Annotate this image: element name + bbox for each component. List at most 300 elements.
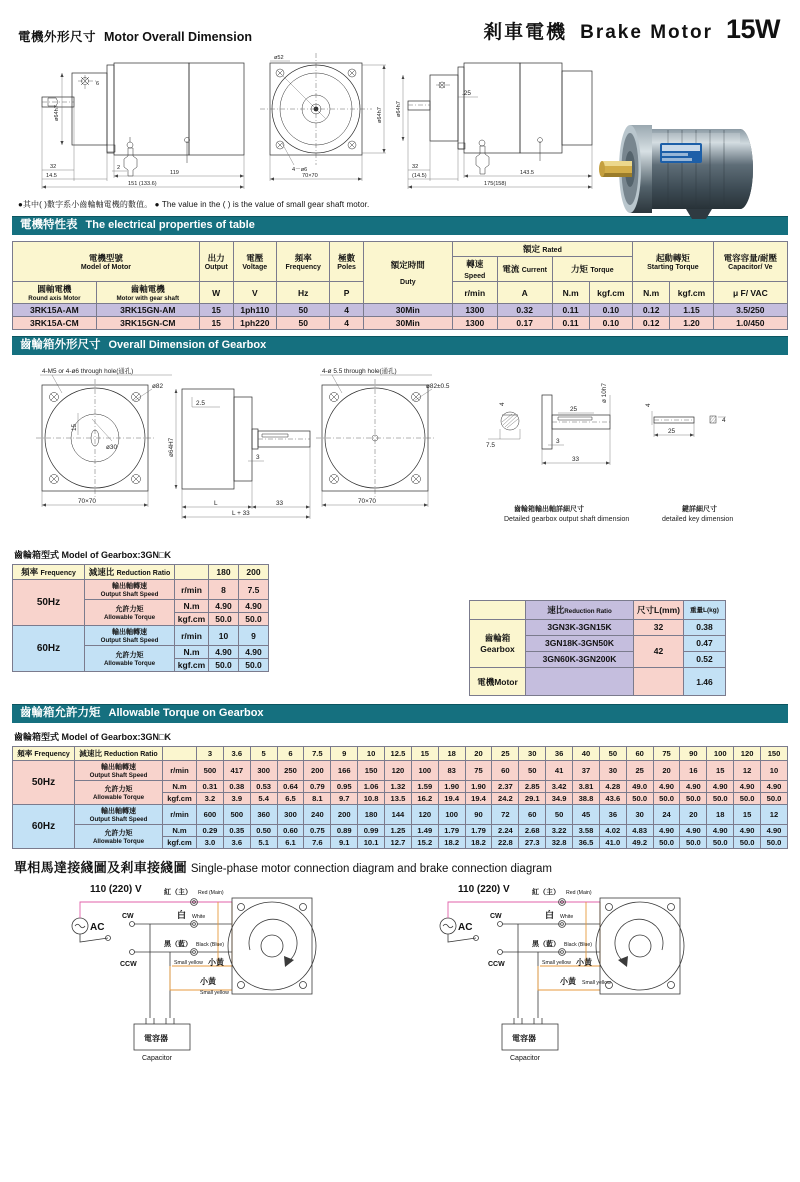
svg-text:2: 2 bbox=[117, 165, 121, 171]
white-label-en: White bbox=[560, 914, 574, 920]
table-row: 允許力矩 Allowable Torque N.m 4.90 4.90 bbox=[13, 646, 269, 659]
gearbox-model-cn: 齒輪箱型式 bbox=[14, 550, 60, 560]
cell-torque-nm: 4.90 bbox=[707, 825, 734, 837]
cell-torque-nm: 0.95 bbox=[331, 781, 358, 793]
cell-torque-kgf: 3.9 bbox=[223, 793, 250, 805]
label-output-speed: 輸出軸轉速 Output Shaft Speed bbox=[75, 805, 163, 825]
cell-torque-kgf: 50.0 bbox=[734, 793, 761, 805]
motor-product-photo bbox=[590, 103, 780, 253]
freq-50hz: 50Hz bbox=[13, 580, 85, 626]
cell-torque-kgf: 19.4 bbox=[465, 793, 492, 805]
cell-speed: 30 bbox=[599, 761, 626, 781]
cell-torque-nm: 4.90 bbox=[707, 781, 734, 793]
label-allowable-torque: 允許力矩 Allowable Torque bbox=[85, 600, 175, 626]
cell-torque-nm: 4.90 bbox=[734, 781, 761, 793]
ratio-col-3: 3 bbox=[197, 747, 224, 761]
wiring-title-cn: 單相馬達接綫圖及剎車接綫圖 bbox=[14, 860, 187, 875]
header-reduction-ratio: 速比Reduction Ratio bbox=[526, 601, 634, 620]
table-header-row bbox=[13, 565, 269, 580]
allowable-torque-table bbox=[12, 746, 788, 849]
header-poles: 極數 Poles bbox=[330, 242, 363, 282]
terminal-red-cw bbox=[164, 887, 224, 905]
ratio-col-12.5: 12.5 bbox=[385, 747, 412, 761]
product-title-en: Brake Motor bbox=[580, 22, 713, 43]
caption-key-en: detailed key dimension bbox=[662, 516, 734, 523]
svg-text:33: 33 bbox=[276, 500, 284, 507]
dim-o30: ø30 bbox=[106, 444, 118, 451]
gearbox-drawing-svg bbox=[12, 361, 788, 541]
cell-torque-kgf: 6.1 bbox=[277, 837, 304, 849]
header-frequency: 頻率 Frequency bbox=[13, 565, 85, 580]
cell-speed: 41 bbox=[546, 761, 573, 781]
cell-speed: 100 bbox=[438, 805, 465, 825]
black-label-cn: 黑（藍） bbox=[164, 941, 192, 948]
svg-text:143.5: 143.5 bbox=[520, 170, 534, 176]
black-label-cn: 黑（藍） bbox=[532, 941, 560, 948]
freq-50hz: 50Hz bbox=[13, 761, 75, 805]
cell-torque-kgf: 38.8 bbox=[573, 793, 600, 805]
svg-text:32: 32 bbox=[412, 164, 419, 170]
wiring-title-en: Single-phase motor connection diagram and brake connection diagram bbox=[190, 863, 553, 875]
label-output-speed: 輸出軸轉速 Output Shaft Speed bbox=[75, 761, 163, 781]
ratio-col-6: 6 bbox=[277, 747, 304, 761]
cell-torque-kgf: 29.1 bbox=[519, 793, 546, 805]
gearbox-model-en: Model of Gearbox:3GN□K bbox=[61, 550, 171, 560]
cell-speed: 12 bbox=[734, 761, 761, 781]
cell-speed: 50 bbox=[546, 805, 573, 825]
ratio-col-50: 50 bbox=[599, 747, 626, 761]
cell-torque-kgf: 6.5 bbox=[277, 793, 304, 805]
header-torque: 力矩 Torque bbox=[552, 257, 633, 282]
cell-speed: 25 bbox=[626, 761, 653, 781]
cell-torque-nm: 4.90 bbox=[680, 825, 707, 837]
section-bar-electrical-cn: 電機特性表 bbox=[20, 219, 78, 231]
svg-text:ø64h7: ø64h7 bbox=[54, 105, 60, 121]
cell-torque-nm: 0.75 bbox=[304, 825, 331, 837]
ratio-col-36: 36 bbox=[546, 747, 573, 761]
cell-torque-kgf: 43.6 bbox=[599, 793, 626, 805]
unit-nm: N.m bbox=[163, 825, 197, 837]
cell-speed: 83 bbox=[438, 761, 465, 781]
header-current: 電流 Current bbox=[497, 257, 552, 282]
terminal-white-cw bbox=[177, 909, 232, 927]
small-yellow-cn-1: 小黃 bbox=[576, 958, 592, 967]
svg-text:70×70: 70×70 bbox=[78, 498, 96, 505]
cell-torque-kgf: 50.0 bbox=[653, 793, 680, 805]
cell-torque-nm: 4.90 bbox=[761, 781, 788, 793]
svg-text:3: 3 bbox=[256, 454, 260, 461]
header-rated: 額定 Rated bbox=[452, 242, 632, 257]
ac-label-cw: AC bbox=[90, 922, 105, 933]
table-header-row bbox=[13, 747, 788, 761]
header-frequency: 頻率 Frequency bbox=[13, 747, 75, 761]
footnote-en: ● The value in the ( ) is the value of small gear shaft motor. bbox=[154, 200, 370, 209]
header-ratio: 減速比 Reduction Ratio bbox=[85, 565, 175, 580]
ratio-col-18: 18 bbox=[438, 747, 465, 761]
header-starting-torque: 起動轉矩 Starting Torque bbox=[633, 242, 714, 282]
svg-text:4: 4 bbox=[722, 417, 726, 424]
cell-torque-nm: 1.79 bbox=[465, 825, 492, 837]
header-gear-motor: 齒軸電機 Motor with gear shaft bbox=[96, 282, 199, 304]
cell-speed: 300 bbox=[250, 761, 277, 781]
capacitor-label-en: Capacitor bbox=[510, 1055, 540, 1062]
cell-torque-kgf: 16.2 bbox=[411, 793, 438, 805]
cell-speed: 120 bbox=[411, 805, 438, 825]
cell-torque-nm: 4.90 bbox=[653, 825, 680, 837]
table-row: kgf.cm 50.0 50.0 bbox=[13, 613, 269, 626]
cell-speed: 12 bbox=[761, 805, 788, 825]
cell-gear-model: 3RK15GN-AM bbox=[96, 304, 199, 317]
header-output: 出力 Output bbox=[199, 242, 233, 282]
cell-torque-nm: 3.42 bbox=[546, 781, 573, 793]
section-bar-gearbox-dim bbox=[12, 336, 788, 355]
page-header bbox=[12, 0, 788, 45]
cell-speed: 30 bbox=[626, 805, 653, 825]
unit-start-kgf: kgf.cm bbox=[670, 282, 713, 304]
cell-torque-nm: 4.90 bbox=[680, 781, 707, 793]
unit-rmin: r/min bbox=[163, 805, 197, 825]
svg-text:4: 4 bbox=[499, 402, 506, 406]
ratio-col-9: 9 bbox=[331, 747, 358, 761]
svg-text:ø64H7: ø64H7 bbox=[168, 437, 175, 457]
cell-torque-kgf: 49.2 bbox=[626, 837, 653, 849]
cell-torque-kgf: 5.1 bbox=[250, 837, 277, 849]
section-bar-torque-en: Allowable Torque on Gearbox bbox=[108, 707, 264, 719]
table-row bbox=[470, 668, 726, 696]
table-row bbox=[13, 805, 788, 825]
cell-speed: 360 bbox=[250, 805, 277, 825]
svg-text:ø64h7: ø64h7 bbox=[377, 107, 383, 123]
header-capacitor: 電容容量/耐壓 Capacitor/ Ve bbox=[713, 242, 787, 282]
cell-torque-kgf: 50.0 bbox=[680, 793, 707, 805]
svg-text:175(158): 175(158) bbox=[484, 181, 507, 187]
cell-torque-kgf: 50.0 bbox=[680, 837, 707, 849]
cell-torque-kgf: 5.4 bbox=[250, 793, 277, 805]
cell-torque-kgf: 50.0 bbox=[734, 837, 761, 849]
cell-torque-kgf: 18.2 bbox=[465, 837, 492, 849]
small-yellow-en-2: Small yellow bbox=[200, 990, 229, 996]
unit-start-nm: N.m bbox=[633, 282, 670, 304]
cell-torque-kgf: 36.5 bbox=[573, 837, 600, 849]
cell-torque-nm: 0.99 bbox=[358, 825, 385, 837]
ratio-col-3.6: 3.6 bbox=[223, 747, 250, 761]
table-row: 3RK15A-CM 3RK15GN-CM 15 1ph220 50 4 30Min 1300 0.17 0.11 0.10 0.12 1.20 1.0/450 bbox=[13, 317, 788, 330]
label-output-speed: 輸出軸轉速 Output Shaft Speed bbox=[85, 626, 175, 646]
cell-torque-kgf: 3.6 bbox=[223, 837, 250, 849]
table-row bbox=[13, 781, 788, 793]
cell-speed: 500 bbox=[197, 761, 224, 781]
header-title-en: Motor Overall Dimension bbox=[104, 30, 252, 44]
cell-torque-kgf: 13.5 bbox=[385, 793, 412, 805]
label-allowable-torque: 允許力矩 Allowable Torque bbox=[85, 646, 175, 672]
cell-torque-nm: 1.90 bbox=[465, 781, 492, 793]
small-yellow-en-1: Small yellow bbox=[542, 960, 571, 966]
ccw-label: CCW bbox=[120, 961, 137, 968]
section-bar-gearbox-dim-en: Overall Dimension of Gearbox bbox=[108, 339, 267, 351]
table-row bbox=[13, 761, 788, 781]
cell-round-model: 3RK15A-CM bbox=[13, 317, 97, 330]
white-label-cn: 白 bbox=[177, 910, 187, 920]
svg-text:70×70: 70×70 bbox=[302, 173, 318, 179]
svg-text:15: 15 bbox=[71, 423, 78, 431]
cell-torque-nm: 0.60 bbox=[277, 825, 304, 837]
cell-torque-nm: 1.49 bbox=[411, 825, 438, 837]
cell-speed: 24 bbox=[653, 805, 680, 825]
gearbox-side-view bbox=[168, 389, 310, 519]
unit-rmin: r/min bbox=[452, 282, 497, 304]
unit-nm: N.m bbox=[552, 282, 589, 304]
unit-kgf: kgf.cm bbox=[163, 793, 197, 805]
cell-gear-model: 3RK15GN-CM bbox=[96, 317, 199, 330]
cell-speed: 250 bbox=[277, 761, 304, 781]
cell-torque-nm: 3.58 bbox=[573, 825, 600, 837]
cell-torque-nm: 4.90 bbox=[734, 825, 761, 837]
red-label-en: Red (Main) bbox=[566, 890, 592, 896]
svg-text:4: 4 bbox=[645, 403, 652, 407]
svg-text:7.5: 7.5 bbox=[486, 442, 495, 449]
cell-torque-kgf: 15.2 bbox=[411, 837, 438, 849]
cell-torque-kgf: 10.8 bbox=[358, 793, 385, 805]
cell-speed: 36 bbox=[599, 805, 626, 825]
product-title-cn: 剎車電機 bbox=[483, 22, 568, 43]
header-length: 尺寸L(mm) bbox=[634, 601, 684, 620]
cell-torque-nm: 3.22 bbox=[546, 825, 573, 837]
svg-text:25: 25 bbox=[668, 428, 676, 435]
cell-speed: 75 bbox=[465, 761, 492, 781]
cell-torque-nm: 2.68 bbox=[519, 825, 546, 837]
voltage-label-ccw: 110 (220) V bbox=[458, 884, 510, 895]
gearbox-front-view bbox=[36, 379, 163, 507]
ratio-col-75: 75 bbox=[653, 747, 680, 761]
cell-torque-nm: 0.38 bbox=[223, 781, 250, 793]
cell-speed: 120 bbox=[385, 761, 412, 781]
cell-speed: 60 bbox=[519, 805, 546, 825]
capacitor-label-cn: 電容器 bbox=[144, 1034, 168, 1043]
ratio-col-40: 40 bbox=[573, 747, 600, 761]
unit-kgf: kgf.cm bbox=[589, 282, 632, 304]
small-yellow-cn-1: 小黃 bbox=[208, 958, 224, 967]
unit-v: V bbox=[233, 282, 277, 304]
svg-text:ø 10h7: ø 10h7 bbox=[601, 383, 608, 403]
label-gearbox: 齒輪箱 Gearbox bbox=[470, 619, 526, 667]
brake-motor-side-view bbox=[396, 63, 592, 189]
white-label-en: White bbox=[192, 914, 206, 920]
header-right bbox=[483, 14, 784, 45]
cell-round-model: 3RK15A-AM bbox=[13, 304, 97, 317]
table-header-row bbox=[470, 601, 726, 620]
cell-torque-nm: 1.90 bbox=[438, 781, 465, 793]
label-4m5-hole: 4-M5 or 4-ø6 through hole(通孔) bbox=[42, 368, 134, 375]
table-row: 允許力矩 Allowable Torque N.m 4.90 4.90 bbox=[13, 600, 269, 613]
gearbox-tables-row bbox=[12, 564, 788, 696]
section-bar-gearbox-dim-cn: 齒輪箱外形尺寸 bbox=[20, 339, 101, 351]
red-label-cn: 紅（主） bbox=[532, 889, 560, 896]
small-yellow-cn-2: 小黃 bbox=[560, 977, 576, 986]
cell-torque-nm: 4.90 bbox=[761, 825, 788, 837]
svg-text:.25: .25 bbox=[462, 90, 471, 97]
section-bar-torque-cn: 齒輪箱允許力矩 bbox=[20, 707, 101, 719]
cell-torque-nm: 1.59 bbox=[411, 781, 438, 793]
cell-torque-kgf: 50.0 bbox=[707, 837, 734, 849]
key-detail-drawing bbox=[645, 403, 726, 437]
cell-speed: 15 bbox=[734, 805, 761, 825]
cw-label: CW bbox=[490, 913, 502, 920]
ratio-col-60: 60 bbox=[626, 747, 653, 761]
motor-front-view bbox=[260, 53, 386, 181]
header-voltage: 電壓 Voltage bbox=[233, 242, 277, 282]
cell-torque-nm: 2.24 bbox=[492, 825, 519, 837]
cell-speed: 10 bbox=[761, 761, 788, 781]
cell-speed: 100 bbox=[411, 761, 438, 781]
table-row: 3GN18K-3GN50K 42 0.47 bbox=[470, 635, 726, 651]
unit-kgf: kgf.cm bbox=[163, 837, 197, 849]
wiring-section-title bbox=[14, 857, 788, 876]
table-row: 60Hz 輸出軸轉速 Output Shaft Speed r/min 10 9 bbox=[13, 626, 269, 646]
cell-speed: 300 bbox=[277, 805, 304, 825]
table-row: 50Hz 輸出軸轉速 Output Shaft Speed r/min 8 7.5 bbox=[13, 580, 269, 600]
svg-text:ø64h7: ø64h7 bbox=[396, 101, 402, 117]
label-allowable-torque: 允許力矩 Allowable Torque bbox=[75, 781, 163, 805]
label-motor: 電機Motor bbox=[470, 668, 526, 696]
svg-text:14.5: 14.5 bbox=[46, 173, 57, 179]
gearbox-drawings bbox=[12, 361, 788, 541]
cell-torque-kgf: 50.0 bbox=[707, 793, 734, 805]
cell-torque-nm: 1.06 bbox=[358, 781, 385, 793]
gearbox-model-label bbox=[14, 548, 788, 561]
small-yellow-cn-2: 小黃 bbox=[200, 977, 216, 986]
ccw-label: CCW bbox=[488, 961, 505, 968]
svg-text:3: 3 bbox=[556, 438, 560, 445]
cell-speed: 15 bbox=[707, 761, 734, 781]
svg-text:L + 33: L + 33 bbox=[232, 510, 250, 517]
cell-torque-kgf: 50.0 bbox=[653, 837, 680, 849]
cell-torque-kgf: 24.2 bbox=[492, 793, 519, 805]
cell-torque-kgf: 50.0 bbox=[626, 793, 653, 805]
cell-torque-nm: 0.50 bbox=[250, 825, 277, 837]
cell-torque-kgf: 3.0 bbox=[197, 837, 224, 849]
caption-shaft-cn: 齒輪箱輸出軸詳細尺寸 bbox=[514, 506, 584, 513]
cell-torque-nm: 0.53 bbox=[250, 781, 277, 793]
cell-torque-nm: 4.90 bbox=[653, 781, 680, 793]
header-ratio: 減速比 Reduction Ratio bbox=[75, 747, 163, 761]
cell-torque-kgf: 12.7 bbox=[385, 837, 412, 849]
unit-p: P bbox=[330, 282, 363, 304]
cell-torque-kgf: 22.8 bbox=[492, 837, 519, 849]
svg-text:25: 25 bbox=[570, 406, 578, 413]
footnote-cn: ●其中( )數字系小齒輪軸電機的數值。 bbox=[18, 200, 153, 209]
cell-speed: 200 bbox=[331, 805, 358, 825]
cell-torque-nm: 0.64 bbox=[277, 781, 304, 793]
section-bar-torque bbox=[12, 704, 788, 723]
header-title-cn: 電機外形尺寸 bbox=[18, 30, 97, 44]
shaft-detail-drawing bbox=[486, 383, 610, 465]
table-row: kgf.cm 50.0 50.0 bbox=[13, 659, 269, 672]
caption-key-cn: 鍵詳細尺寸 bbox=[682, 506, 717, 513]
table-row: 3GN60K-3GN200K 0.52 bbox=[470, 651, 726, 667]
ratio-col-20: 20 bbox=[465, 747, 492, 761]
cell-torque-nm: 2.37 bbox=[492, 781, 519, 793]
capacitor-label-en: Capacitor bbox=[142, 1055, 172, 1062]
cell-speed: 90 bbox=[465, 805, 492, 825]
svg-text:4－ø6: 4－ø6 bbox=[292, 167, 308, 173]
voltage-label-cw: 110 (220) V bbox=[90, 884, 142, 895]
unit-w: W bbox=[199, 282, 233, 304]
cell-speed: 417 bbox=[223, 761, 250, 781]
ratio-col-30: 30 bbox=[519, 747, 546, 761]
ratio-col-100: 100 bbox=[707, 747, 734, 761]
cell-speed: 18 bbox=[707, 805, 734, 825]
wiring-diagram-ccw bbox=[440, 884, 684, 1062]
cell-torque-nm: 0.89 bbox=[331, 825, 358, 837]
cell-torque-nm: 49.0 bbox=[626, 781, 653, 793]
ratio-col-180: 180 bbox=[209, 565, 239, 580]
power-rating: 15W bbox=[725, 14, 780, 44]
cell-torque-nm: 1.32 bbox=[385, 781, 412, 793]
ratio-col-90: 90 bbox=[680, 747, 707, 761]
table-row bbox=[13, 825, 788, 837]
torque-gearbox-model-label: 齒輪箱型式 Model of Gearbox:3GN□K bbox=[14, 732, 171, 742]
cell-torque-kgf: 10.1 bbox=[358, 837, 385, 849]
cell-torque-kgf: 27.3 bbox=[519, 837, 546, 849]
cell-torque-kgf: 50.0 bbox=[761, 793, 788, 805]
cell-torque-kgf: 32.8 bbox=[546, 837, 573, 849]
cell-torque-nm: 4.02 bbox=[599, 825, 626, 837]
unit-rmin: r/min bbox=[163, 761, 197, 781]
cell-speed: 37 bbox=[573, 761, 600, 781]
cell-torque-kgf: 41.0 bbox=[599, 837, 626, 849]
cell-speed: 20 bbox=[680, 805, 707, 825]
cell-torque-nm: 0.35 bbox=[223, 825, 250, 837]
cell-torque-nm: 0.29 bbox=[197, 825, 224, 837]
ratio-col-120: 120 bbox=[734, 747, 761, 761]
ratio-col-15: 15 bbox=[411, 747, 438, 761]
cell-torque-kgf: 7.6 bbox=[304, 837, 331, 849]
unit-nm: N.m bbox=[163, 781, 197, 793]
unit-hz: Hz bbox=[277, 282, 330, 304]
terminal-black-cw bbox=[164, 939, 232, 955]
ratio-col-7.5: 7.5 bbox=[304, 747, 331, 761]
unit-a: A bbox=[497, 282, 552, 304]
table-row: 齒輪箱 Gearbox 3GN3K-3GN15K 32 0.38 bbox=[470, 619, 726, 635]
motor-body-cw bbox=[228, 898, 316, 994]
dim-o82-tol: ø82±0.5 bbox=[426, 383, 450, 390]
ratio-col-5: 5 bbox=[250, 747, 277, 761]
small-yellow-en-1: Small yellow bbox=[174, 960, 203, 966]
wiring-diagrams-svg bbox=[12, 878, 788, 1078]
red-label-en: Red (Main) bbox=[198, 890, 224, 896]
cell-speed: 500 bbox=[223, 805, 250, 825]
cw-label: CW bbox=[122, 913, 134, 920]
cell-torque-kgf: 18.2 bbox=[438, 837, 465, 849]
svg-text:33: 33 bbox=[572, 456, 580, 463]
header-round-motor: 圓軸電機 Round axis Motor bbox=[13, 282, 97, 304]
cell-speed: 180 bbox=[358, 805, 385, 825]
cell-speed: 600 bbox=[197, 805, 224, 825]
header-frequency: 頻率 Frequency bbox=[277, 242, 330, 282]
black-label-en: Black (Blue) bbox=[196, 942, 224, 948]
cell-speed: 50 bbox=[519, 761, 546, 781]
svg-text:2.5: 2.5 bbox=[196, 400, 205, 407]
cell-torque-nm: 3.81 bbox=[573, 781, 600, 793]
cell-torque-kgf: 50.0 bbox=[761, 837, 788, 849]
cell-speed: 60 bbox=[492, 761, 519, 781]
ratio-col-150: 150 bbox=[761, 747, 788, 761]
cell-torque-kgf: 9.7 bbox=[331, 793, 358, 805]
ratio-col-200: 200 bbox=[239, 565, 269, 580]
cell-speed: 45 bbox=[573, 805, 600, 825]
svg-text:(14.5): (14.5) bbox=[412, 173, 427, 179]
cell-torque-kgf: 3.2 bbox=[197, 793, 224, 805]
